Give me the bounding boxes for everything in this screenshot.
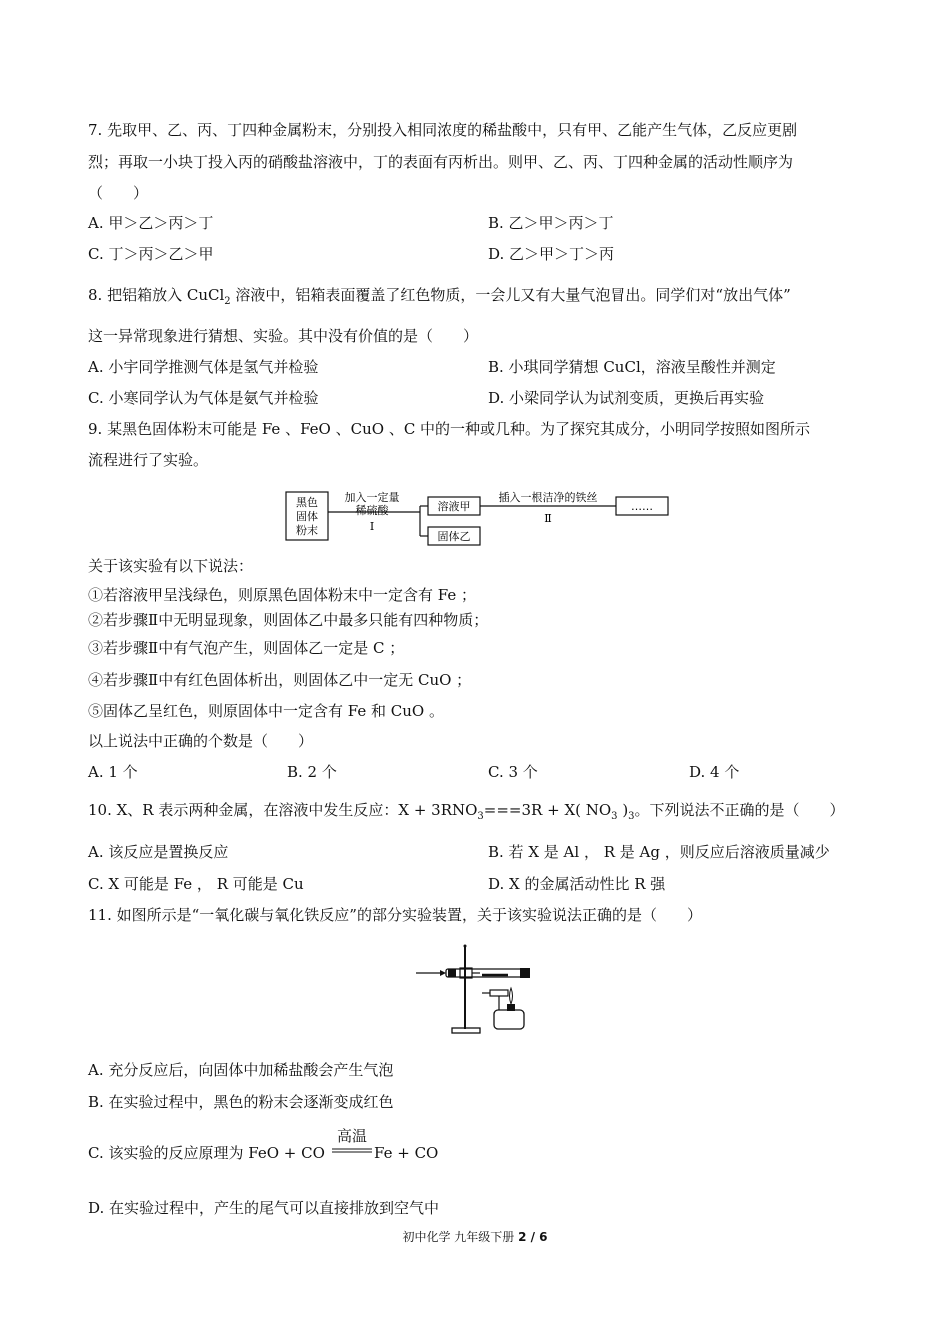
page-number: 2 / 6 (518, 1230, 548, 1244)
page-footer (0, 1228, 950, 1245)
q9-stem-line1: 9. 某黑色固体粉末可能是 Fe 、FeO 、CuO 、C 中的一种或几种。为了探究其成分，小明同学按照如图所示 (88, 420, 811, 438)
q7-stem-line2: 烈；再取一小块丁投入丙的硝酸盐溶液中，丁的表面有丙析出。则甲、乙、丙、丁四种金属的活动性顺序为 (88, 153, 794, 171)
q10-stem-post: 。下列说法不正确的是（ ） (634, 801, 845, 819)
q11-reaction-condition: 高温 (336, 1127, 367, 1145)
q10-option-b: B. 若 X 是 Al ， R 是 Ag ，则反应后溶液质量减少 (488, 843, 830, 861)
q9-flow-diagram (280, 486, 675, 546)
q7-stem-line3: （ ） (88, 184, 149, 202)
q9-statement-3: ③若步骤Ⅱ中有气泡产生，则固体乙一定是 C ； (88, 639, 405, 657)
q8-stem-line1-b: 溶液中，铝箱表面覆盖了红色物质，一会儿又有大量气泡冒出。同学们对“放出气体” (230, 286, 791, 304)
q8-option-d: D. 小梁同学认为试剂变质，更换后再实验 (488, 389, 765, 407)
q11-option-b: B. 在实验过程中，黑色的粉末会逐渐变成红色 (88, 1093, 394, 1111)
q11-option-a: A. 充分反应后，向固体中加稀盐酸会产生气泡 (88, 1061, 394, 1079)
q7-option-c: C. 丁＞丙＞乙＞甲 (88, 245, 214, 263)
q7-option-d: D. 乙＞甲＞丁＞丙 (488, 245, 615, 263)
q8-stem-line2: 这一异常现象进行猜想、实验。其中没有价值的是（ ） (88, 327, 479, 345)
q9-stem-line2: 流程进行了实验。 (88, 451, 209, 469)
q9-option-b: B. 2 个 (287, 763, 337, 781)
q9-question: 以上说法中正确的个数是（ ） (88, 732, 314, 750)
q10-sub3: 3 (628, 811, 635, 822)
arrow1-label-top2: 稀硫酸 (355, 504, 389, 517)
q8-option-c: C. 小寒同学认为气体是氨气并检验 (88, 389, 319, 407)
q10-equation-part2: ===3R + X (483, 801, 576, 819)
footer-title: 初中化学 九年级下册 (402, 1230, 519, 1244)
box-ellipsis-label: …… (631, 500, 653, 513)
q9-statement-1: ①若溶液甲呈浅绿色，则原黑色固体粉末中一定含有 Fe ； (88, 586, 477, 604)
arrow1-label-top1: 加入一定量 (344, 491, 400, 504)
q8-stem-line1 (88, 285, 791, 312)
q8-subscript: 2 (224, 296, 231, 307)
q9-statement-2: ②若步骤Ⅱ中无明显现象，则固体乙中最多只能有四种物质； (88, 611, 489, 629)
q7-option-b: B. 乙＞甲＞丙＞丁 (488, 214, 614, 232)
arrow2-label-top: 插入一根洁净的铁丝 (498, 491, 598, 504)
q10-equation-part4: ) (617, 801, 629, 819)
q9-statement-5: ⑤固体乙呈红色，则原固体中一定含有 Fe 和 CuO 。 (88, 702, 444, 720)
q10-sub1: 3 (477, 811, 484, 822)
q10-option-c: C. X 可能是 Fe ， R 可能是 Cu (88, 875, 304, 893)
q11-option-c-post: Fe + CO (374, 1144, 439, 1162)
q10-sub2: 3 (611, 811, 618, 822)
co-reduction-apparatus-figure (412, 940, 537, 1036)
equals-sign-icon (332, 1148, 372, 1154)
box1-line1: 黑色 (296, 496, 318, 509)
q11-option-d: D. 在实验过程中，产生的尾气可以直接排放到空气中 (88, 1199, 440, 1217)
q7-option-a: A. 甲＞乙＞丙＞丁 (88, 214, 214, 232)
q8-stem-line1-a: 8. 把铝箱放入 CuCl (88, 286, 225, 304)
box1-line3: 粉末 (296, 524, 318, 537)
q10-stem-pre: 10. X、R 表示两种金属，在溶液中发生反应： (88, 801, 399, 819)
q8-option-a: A. 小宇同学推测气体是氢气并检验 (88, 358, 319, 376)
q10-stem (88, 800, 845, 827)
q9-option-a: A. 1 个 (88, 763, 138, 781)
box-solid-b-label: 固体乙 (437, 530, 471, 543)
arrow2-label-bottom: Ⅱ (544, 512, 552, 525)
q10-equation-part1: X + 3RNO (398, 801, 478, 819)
q11-stem: 11. 如图所示是“一氧化碳与氧化铁反应”的部分实验装置，关于该实验说法正确的是（ ） (88, 906, 702, 924)
box-solution-a-label: 溶液甲 (437, 500, 471, 513)
box1-line2: 固体 (296, 510, 318, 523)
q9-option-d: D. 4 个 (689, 763, 740, 781)
q9-statement-4: ④若步骤Ⅱ中有红色固体析出，则固体乙中一定无 CuO ； (88, 671, 472, 689)
q9-option-c: C. 3 个 (488, 763, 538, 781)
q10-option-d: D. X 的金属活动性比 R 强 (488, 875, 666, 893)
q9-intro: 关于该实验有以下说法： (88, 557, 254, 575)
q8-option-b: B. 小琪同学猜想 CuCl，溶液呈酸性并测定 (488, 358, 776, 376)
q7-stem-line1: 7. 先取甲、乙、丙、丁四种金属粉末，分别投入相同浓度的稀盐酸中，只有甲、乙能产生气体，乙反应更剧 (88, 121, 798, 139)
q10-option-a: A. 该反应是置换反应 (88, 843, 229, 861)
arrow1-label-bottom: Ⅰ (369, 520, 375, 533)
q10-equation-part3: ( NO (575, 801, 612, 819)
q11-option-c-pre: C. 该实验的反应原理为 FeO + CO (88, 1144, 325, 1162)
